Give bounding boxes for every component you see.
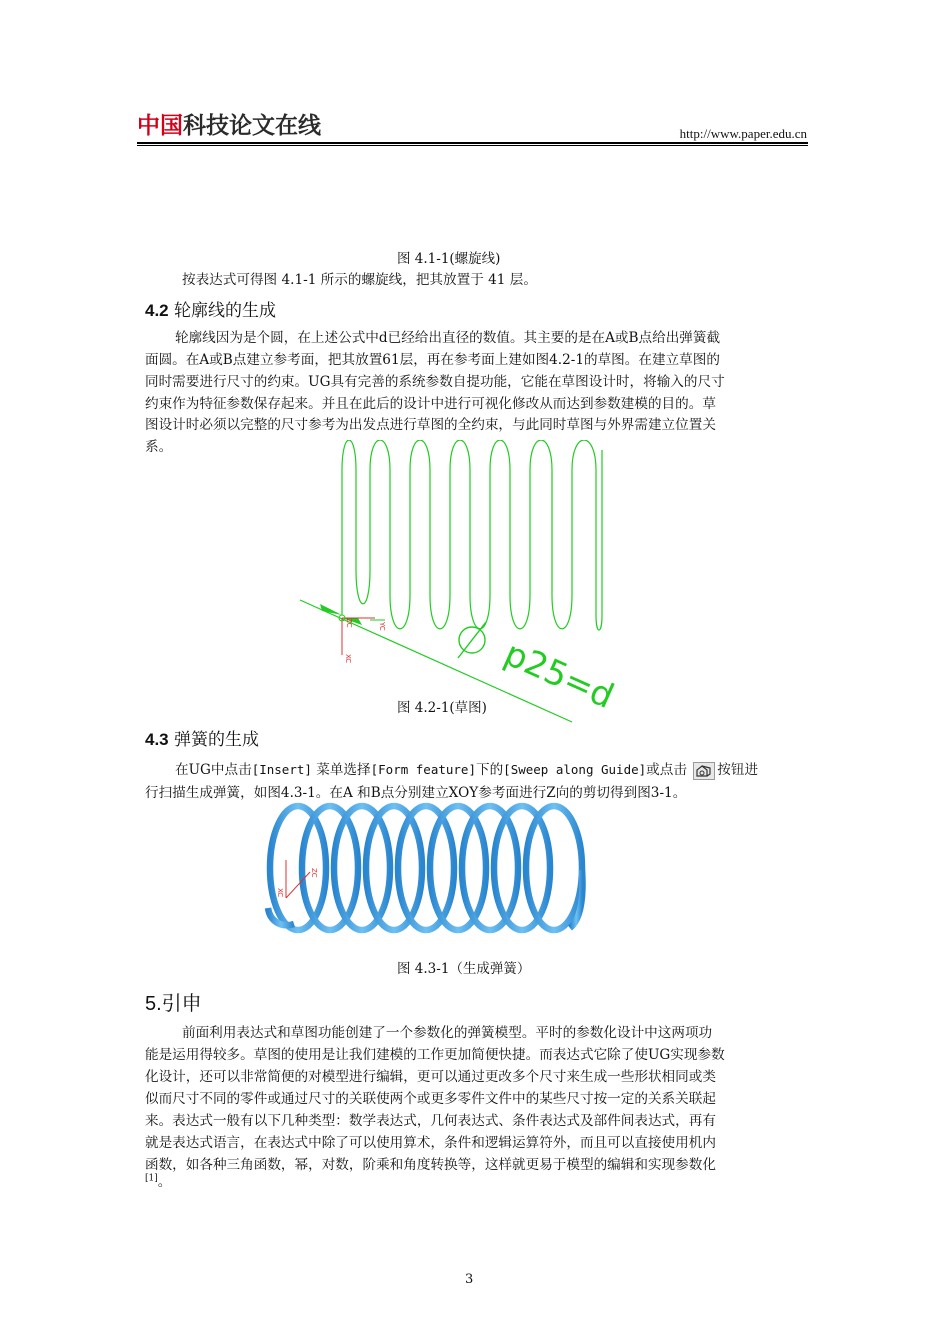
- sec5-line-3: 化设计，还可以非常简便的对模型进行编辑，更可以通过更改多个尺寸来生成一些形状相同或类: [145, 1069, 716, 1085]
- section-title: 弹簧的生成: [174, 730, 260, 750]
- fig43-caption: 图 4.3-1（生成弹簧）: [397, 961, 531, 977]
- sec43-line-1: [175, 758, 758, 780]
- sec5-line-1: 前面利用表达式和草图功能创建了一个参数化的弹簧模型。平时的参数化设计中这两项功: [182, 1025, 713, 1041]
- header-rule: [137, 142, 808, 144]
- helix-sine-curve: [342, 440, 602, 630]
- sweep-tool-icon: [693, 762, 715, 780]
- section-5-heading: 5.引申: [145, 993, 202, 1015]
- sec42-line-2: 面圆。在A或B点建立参考面，把其放置61层，再在参考面上建如图4.2-1的草图。在建立草图的: [145, 352, 720, 368]
- page-number: 3: [465, 1272, 474, 1287]
- section-4-2-heading: [145, 296, 276, 321]
- header-rule-thin: [137, 145, 808, 146]
- sec5-line-2: 能是运用得较多。草图的使用是让我们建模的工作更加简便快捷。而表达式它除了使UG实现参数: [145, 1047, 725, 1063]
- sec5-line-8: [145, 1170, 171, 1190]
- sec5-line-6: 就是表达式语言，在表达式中除了可以使用算术，条件和逻辑运算符外，而且可以直接使用机内: [145, 1135, 716, 1151]
- citation-ref[interactable]: [1]: [145, 1173, 158, 1184]
- sec42-line-4: 约束作为特征参数保存起来。并且在此后的设计中进行可视化修改从而达到参数建模的目的。草: [145, 396, 716, 412]
- fig41-caption: 图 4.1-1(螺旋线): [397, 251, 501, 267]
- sec5-line-4: 似而尺寸不同的零件或通过尺寸的关联使两个或更多零件文件中的某些尺寸按一定的关系关联起: [145, 1091, 716, 1107]
- text-run: 。: [157, 1174, 172, 1190]
- sec5-line-7: 函数，如各种三角函数，幂，对数，阶乘和角度转换等，这样就更易于模型的编辑和实现参数化: [145, 1157, 716, 1173]
- section-4-3-heading: [145, 725, 259, 750]
- sec42-line-3: 同时需要进行尺寸的约束。UG具有完善的系统参数自提功能，它能在草图设计时，将输入的尺寸: [145, 374, 725, 390]
- section-number: 4.2: [145, 301, 169, 320]
- text-run: 菜单选择: [311, 762, 371, 778]
- sec42-line-5: 图设计时必须以完整的尺寸参考为出发点进行草图的全约束，与此同时草图与外界需建立位置关: [145, 417, 716, 433]
- fig41-text: 按表达式可得图 4.1-1 所示的螺旋线，把其放置于 41 层。: [182, 272, 537, 288]
- sec42-line-6: 系。: [145, 439, 173, 455]
- fig42-caption: 图 4.2-1(草图): [397, 700, 487, 716]
- sec43-line-2: 行扫描生成弹簧，如图4.3-1。在A 和B点分别建立XOY参考面进行Z向的剪切得到图3-1。: [145, 785, 687, 801]
- text-run: 或点击: [646, 762, 687, 778]
- spring-figure: [260, 800, 610, 940]
- journal-logo: [137, 112, 321, 140]
- text-run: 下的: [475, 762, 504, 778]
- section-title: 轮廓线的生成: [174, 301, 277, 321]
- menu-sweep-along-guide: [Sweep along Guide]: [503, 762, 647, 777]
- dimension-label: p25=d: [498, 633, 620, 717]
- spring-zc-label: ZC: [310, 868, 318, 878]
- sketch-figure: [290, 440, 630, 730]
- axis-yc-label: YC: [378, 622, 386, 631]
- spring-xc-label: XC: [276, 888, 284, 898]
- logo-dark-text: 科技论文在线: [183, 113, 321, 139]
- logo-red-text: 中国: [137, 113, 183, 139]
- sec5-line-5: 来。表达式一般有以下几种类型：数学表达式，几何表达式、条件表达式及部件间表达式，再有: [145, 1113, 716, 1129]
- header-url[interactable]: http://www.paper.edu.cn: [679, 126, 807, 141]
- axis-zc-label: ZC: [345, 618, 353, 628]
- section-number: 4.3: [145, 730, 169, 749]
- menu-insert: [Insert]: [251, 762, 312, 777]
- text-run: 在UG中点击: [175, 762, 252, 778]
- text-run: 按钮进: [717, 762, 759, 778]
- axis-xc-label: XC: [344, 654, 352, 664]
- sec42-line-1: 轮廓线因为是个圆，在上述公式中d已经给出直径的数值。其主要的是在A或B点给出弹簧截: [175, 330, 721, 346]
- menu-form-feature: [Form feature]: [370, 762, 476, 777]
